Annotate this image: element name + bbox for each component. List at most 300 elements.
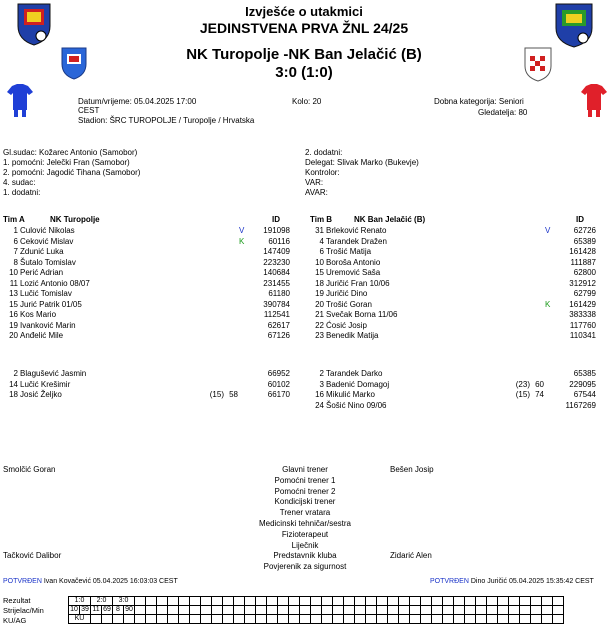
score-cell <box>465 597 476 606</box>
player-row <box>2 237 302 247</box>
staff-role: Pomoćni trener 2 <box>274 486 336 496</box>
ku-cell <box>553 615 564 624</box>
player-row <box>2 321 302 331</box>
player-name: Benedik Matija <box>326 331 379 340</box>
player-name: Kos Mario <box>20 310 57 319</box>
ku-cell <box>212 615 223 624</box>
scorer-cell <box>399 606 410 615</box>
score-cell <box>520 597 531 606</box>
player-name: Josić Željko <box>20 390 62 399</box>
scorer-cell <box>421 606 432 615</box>
ku-cell <box>476 615 487 624</box>
team-b-representative: Zidarić Alen <box>390 551 432 560</box>
player-number: 1 <box>13 226 18 235</box>
player-id: 110341 <box>569 331 596 340</box>
player-id: 60116 <box>268 236 290 246</box>
results-grid <box>68 596 564 624</box>
player-id: 140684 <box>263 268 290 277</box>
scorer-cell <box>146 606 157 615</box>
ku-cell <box>146 615 157 624</box>
ku-cell <box>509 615 520 624</box>
report-title: Izvješće o utakmici <box>245 4 363 19</box>
score-cell <box>410 597 421 606</box>
player-row <box>308 247 608 257</box>
score-cell <box>355 597 366 606</box>
ku-cell <box>201 615 212 624</box>
player-number: 20 <box>9 331 18 340</box>
player-row <box>2 310 302 320</box>
scorer-cell <box>212 606 223 615</box>
player-number: 15 <box>315 268 324 277</box>
player-number: 22 <box>315 320 324 330</box>
scorer-cell: 11 <box>92 606 100 613</box>
player-id: 62799 <box>573 289 596 298</box>
results-row <box>69 615 564 624</box>
staff-role: Liječnik <box>291 540 319 550</box>
player-role-mark: V <box>545 226 551 235</box>
player-id: 60102 <box>267 379 290 389</box>
ku-cell <box>256 615 267 624</box>
staff-role: Medicinski tehničar/sestra <box>258 518 352 528</box>
player-number: 6 <box>13 236 18 246</box>
sub-row <box>308 380 608 390</box>
scorer-cell <box>278 606 289 615</box>
team-b-head-coach: Bešen Josip <box>390 465 434 474</box>
sub-minute: 58 <box>229 390 238 399</box>
score-cell <box>234 597 245 606</box>
player-row <box>2 258 302 268</box>
score-cell <box>278 597 289 606</box>
scorer-cell <box>234 606 245 615</box>
player-row <box>2 268 302 278</box>
player-row <box>308 237 608 247</box>
player-name: Ivanković Marin <box>20 320 76 330</box>
scorer-cell <box>157 606 168 615</box>
staff-roles <box>200 465 410 573</box>
player-row <box>308 268 608 278</box>
ku-cell <box>377 615 388 624</box>
score-cell: 2:0 <box>91 597 113 606</box>
player-id: 312912 <box>569 278 596 288</box>
score-cell <box>267 597 278 606</box>
scorer-cell <box>256 606 267 615</box>
team-a-confirmation <box>3 578 178 585</box>
score-cell <box>135 597 146 606</box>
player-id: 62726 <box>573 226 596 235</box>
player-row <box>2 279 302 289</box>
player-name: Lozić Antonio 08/07 <box>20 278 90 288</box>
player-name: Lučić Krešimir <box>20 379 71 389</box>
official-line: 1. dodatni: <box>3 188 41 197</box>
match-score: 3:0 (1:0) <box>275 64 333 81</box>
score-cell <box>421 597 432 606</box>
team-b-name: NK Ban Jelačić (B) <box>354 215 426 224</box>
scorer-cell <box>355 606 366 615</box>
match-datetime: Datum/vrijeme: 05.04.2025 17:00 <box>78 97 197 106</box>
scorer-cell: 90 <box>125 606 133 613</box>
official-line: Delegat: Slivak Marko (Bukevje) <box>305 158 419 167</box>
ku-cell <box>399 615 410 624</box>
player-id: 161428 <box>569 247 596 256</box>
label-result: Rezultat <box>3 596 31 605</box>
player-id: 62800 <box>573 268 596 277</box>
player-id: 1167269 <box>565 400 596 410</box>
confirm-text: Dino Juričić 05.04.2025 15:35:42 CEST <box>470 578 594 585</box>
scorer-cell <box>168 606 179 615</box>
ku-cell <box>443 615 454 624</box>
player-role-mark: K <box>545 299 551 309</box>
staff-role: Fizioterapeut <box>281 529 329 539</box>
ku-cell <box>234 615 245 624</box>
score-cell <box>487 597 498 606</box>
scorer-cell <box>487 606 498 615</box>
score-cell <box>300 597 311 606</box>
player-name: Brleković Renato <box>326 226 387 235</box>
sub-row <box>2 369 302 379</box>
player-id: 161429 <box>569 299 596 309</box>
player-id: 65385 <box>573 369 596 378</box>
scorer-cell <box>432 606 443 615</box>
sub-row <box>2 380 302 390</box>
staff-role: Glavni trener <box>282 465 328 474</box>
match-title: NK Turopolje -NK Ban Jelačić (B) <box>186 46 422 63</box>
player-row <box>2 289 302 299</box>
player-number: 21 <box>315 310 324 319</box>
ku-cell <box>388 615 399 624</box>
player-number: 16 <box>315 390 324 399</box>
scorer-cell <box>190 606 201 615</box>
ku-cell <box>190 615 201 624</box>
score-cell <box>388 597 399 606</box>
age-category: Dobna kategorija: Seniori <box>434 97 524 106</box>
score-cell <box>454 597 465 606</box>
scorer-cell <box>135 606 146 615</box>
ku-cell <box>344 615 355 624</box>
scorer-cell <box>344 606 355 615</box>
player-number: 13 <box>9 289 18 298</box>
spectators: Gledatelja: 80 <box>478 108 528 117</box>
sub-row <box>308 369 608 379</box>
ku-cell <box>520 615 531 624</box>
score-cell <box>498 597 509 606</box>
team-a-name: NK Turopolje <box>50 215 100 224</box>
player-number: 4 <box>319 236 324 246</box>
player-number: 24 <box>315 400 324 410</box>
player-name: Mikulić Marko <box>326 390 375 399</box>
scorer-cell <box>454 606 465 615</box>
player-id: 229095 <box>569 379 596 389</box>
team-b-label: Tim B <box>310 215 333 224</box>
player-number: 8 <box>13 257 18 267</box>
match-timezone: CEST <box>78 106 100 115</box>
player-name: Blagušević Jasmin <box>20 369 87 378</box>
player-row <box>308 279 608 289</box>
sub-row <box>308 401 608 411</box>
match-round: Kolo: 20 <box>292 97 322 106</box>
confirm-word: POTVRĐEN <box>430 578 469 585</box>
score-cell <box>146 597 157 606</box>
score-cell <box>432 597 443 606</box>
scorer-cell: 69 <box>103 606 111 613</box>
player-name: Lučić Tomislav <box>20 289 72 298</box>
scorer-cell <box>377 606 388 615</box>
score-cell <box>245 597 256 606</box>
ku-cell <box>498 615 509 624</box>
player-id: 62617 <box>267 320 290 330</box>
ku-cell <box>102 615 113 624</box>
scorer-cell <box>509 606 520 615</box>
player-name: Culović Nikolas <box>20 226 75 235</box>
scorer-cell <box>179 606 190 615</box>
player-id: 383338 <box>569 310 596 319</box>
player-name: Trošić Goran <box>326 299 372 309</box>
player-row <box>2 300 302 310</box>
team-a-id-header: ID <box>272 215 280 224</box>
score-cell <box>289 597 300 606</box>
scorer-cell <box>267 606 278 615</box>
player-id: 112541 <box>263 310 290 319</box>
team-a-representative: Tačković Dalibor <box>3 551 62 560</box>
score-cell <box>377 597 388 606</box>
scorer-cell <box>311 606 322 615</box>
scorer-cell: 10 <box>70 606 78 613</box>
ku-cell <box>267 615 278 624</box>
player-number: 3 <box>319 379 324 389</box>
scorer-cell <box>245 606 256 615</box>
player-name: Tarandek Dražen <box>326 236 387 246</box>
ku-cell <box>124 615 135 624</box>
player-id: 231455 <box>263 278 290 288</box>
staff-role: Predstavnik kluba <box>273 551 337 561</box>
player-number: 19 <box>315 289 324 298</box>
score-cell <box>179 597 190 606</box>
official-line: 4. sudac: <box>3 178 36 187</box>
official-line: Kontrolor: <box>305 168 340 177</box>
sub-replaced: (15) <box>209 390 224 399</box>
staff-role: Trener vratara <box>279 508 331 518</box>
ku-cell <box>311 615 322 624</box>
player-number: 14 <box>9 379 18 389</box>
official-line: AVAR: <box>305 188 328 197</box>
score-cell <box>311 597 322 606</box>
player-id: 223230 <box>263 257 290 267</box>
ku-cell <box>487 615 498 624</box>
ku-cell <box>542 615 553 624</box>
ku-cell <box>421 615 432 624</box>
player-role-mark: K <box>239 236 245 246</box>
score-cell: 1:0 <box>69 597 91 606</box>
player-name: Trošić Matija <box>326 247 372 256</box>
player-id: 111887 <box>570 257 596 267</box>
ku-cell <box>454 615 465 624</box>
ku-cell <box>465 615 476 624</box>
player-name: Jurić Patrik 01/05 <box>20 299 82 309</box>
label-ku: KU/AG <box>3 616 27 625</box>
ku-cell <box>410 615 421 624</box>
player-name: Tarandek Darko <box>326 369 383 378</box>
player-name: Uremović Saša <box>326 268 381 277</box>
scorer-cell <box>410 606 421 615</box>
score-cell <box>322 597 333 606</box>
player-name: Juričić Dino <box>326 289 368 298</box>
player-id: 117760 <box>569 320 596 330</box>
scorer-cell <box>223 606 234 615</box>
official-line: 2. dodatni: <box>305 148 343 157</box>
player-number: 19 <box>9 320 18 330</box>
player-number: 31 <box>315 226 324 235</box>
ku-cell <box>333 615 344 624</box>
player-id: 65389 <box>573 236 596 246</box>
player-name: Šošić Nino 09/06 <box>326 400 387 410</box>
sub-row <box>308 390 608 400</box>
ku-cell <box>289 615 300 624</box>
score-cell <box>366 597 377 606</box>
ku-cell <box>179 615 190 624</box>
player-name: Ceković Mislav <box>20 236 74 246</box>
player-row <box>2 226 302 236</box>
player-row <box>308 226 608 236</box>
scorer-cell <box>498 606 509 615</box>
score-cell <box>476 597 487 606</box>
player-name: Badenić Domagoj <box>326 379 390 389</box>
ku-cell <box>113 615 124 624</box>
team-a-kit-icon <box>7 84 33 118</box>
ku-cell <box>91 615 102 624</box>
score-cell <box>399 597 410 606</box>
player-number: 11 <box>9 278 18 288</box>
player-row <box>308 300 608 310</box>
scorer-cell <box>443 606 454 615</box>
ku-cell <box>278 615 289 624</box>
player-row <box>2 247 302 257</box>
player-name: Šutalo Tomislav <box>20 257 76 267</box>
sub-replaced: (15) <box>515 390 530 399</box>
score-cell <box>344 597 355 606</box>
confirm-word: POTVRĐEN <box>3 578 42 585</box>
ku-cell <box>135 615 146 624</box>
player-id: 66170 <box>267 390 290 399</box>
score-cell <box>201 597 212 606</box>
ku-cell <box>366 615 377 624</box>
officials-left <box>3 148 140 198</box>
score-cell: 3:0 <box>113 597 135 606</box>
player-number: 18 <box>9 390 18 399</box>
ku-cell <box>223 615 234 624</box>
ku-cell <box>355 615 366 624</box>
player-id: 191098 <box>263 226 290 235</box>
player-id: 67126 <box>267 331 290 340</box>
player-row <box>308 310 608 320</box>
player-number: 10 <box>315 257 324 267</box>
ku-cell: KU <box>69 615 91 624</box>
score-cell <box>443 597 454 606</box>
scorer-cell <box>333 606 344 615</box>
player-row <box>308 321 608 331</box>
results-row <box>69 597 564 606</box>
player-number: 2 <box>13 369 18 378</box>
scorer-cell: 8 <box>113 606 124 615</box>
player-row <box>308 258 608 268</box>
team-b-kit-icon <box>581 84 607 118</box>
score-cell <box>542 597 553 606</box>
team-b-confirmation <box>430 578 594 585</box>
player-id: 390784 <box>263 299 290 309</box>
player-number: 15 <box>9 299 18 309</box>
scorer-cell <box>476 606 487 615</box>
scorer-cell <box>388 606 399 615</box>
ku-cell <box>157 615 168 624</box>
ku-cell <box>168 615 179 624</box>
player-row <box>2 331 302 341</box>
team-b-id-header: ID <box>576 215 584 224</box>
official-line: VAR: <box>305 178 324 187</box>
player-name: Juričić Fran 10/06 <box>326 278 390 288</box>
staff-role: Pomoćni trener 1 <box>274 475 336 485</box>
ku-cell <box>531 615 542 624</box>
player-id: 66952 <box>267 369 290 378</box>
player-id: 147409 <box>263 247 290 256</box>
label-scorer: Strijelac/Min <box>3 606 44 615</box>
official-line: 2. pomoćni: Jagodić Tihana (Samobor) <box>3 168 141 177</box>
player-number: 20 <box>315 299 324 309</box>
officials-right <box>305 148 419 198</box>
scorer-cell: 39 <box>81 606 89 613</box>
player-number: 23 <box>315 331 324 340</box>
player-row <box>308 289 608 299</box>
player-name: Svečak Borna 11/06 <box>326 310 398 319</box>
player-name: Perić Adrian <box>20 268 64 277</box>
scorer-cell <box>322 606 333 615</box>
player-number: 2 <box>319 369 324 378</box>
scorer-cell <box>300 606 311 615</box>
player-role-mark: V <box>239 226 245 235</box>
match-stadium: Stadion: ŠRC TUROPOLJE / Turopolje / Hrvatska <box>78 116 255 125</box>
score-cell <box>333 597 344 606</box>
scorer-cell <box>553 606 564 615</box>
player-row <box>308 331 608 341</box>
team-a-label: Tim A <box>3 215 25 224</box>
player-number: 16 <box>9 310 18 319</box>
score-cell <box>553 597 564 606</box>
staff-role: Povjerenik za sigurnost <box>263 562 347 572</box>
player-number: 7 <box>13 247 18 256</box>
scorer-cell <box>201 606 212 615</box>
ku-cell <box>322 615 333 624</box>
ku-cell <box>432 615 443 624</box>
result-labels <box>3 596 44 626</box>
sub-replaced: (23) <box>515 379 530 389</box>
staff-role: Kondicijski trener <box>274 497 336 507</box>
player-name: Ćosić Josip <box>326 320 367 330</box>
scorer-cell <box>289 606 300 615</box>
sub-minute: 74 <box>535 390 544 399</box>
sub-row <box>2 390 302 400</box>
score-cell <box>509 597 520 606</box>
score-cell <box>256 597 267 606</box>
score-cell <box>190 597 201 606</box>
official-line: 1. pomoćni: Jelečki Fran (Samobor) <box>3 158 130 167</box>
score-cell <box>212 597 223 606</box>
official-line: Gl.sudac: Kožarec Antonio (Samobor) <box>3 148 138 157</box>
confirm-text: Ivan Kovačević 05.04.2025 16:03:03 CEST <box>43 578 178 585</box>
results-row <box>69 606 564 615</box>
player-name: Anđelić Mile <box>20 331 64 340</box>
score-cell <box>223 597 234 606</box>
ku-cell <box>245 615 256 624</box>
scorer-cell <box>542 606 553 615</box>
player-number: 10 <box>9 268 18 277</box>
player-id: 67544 <box>573 390 596 399</box>
